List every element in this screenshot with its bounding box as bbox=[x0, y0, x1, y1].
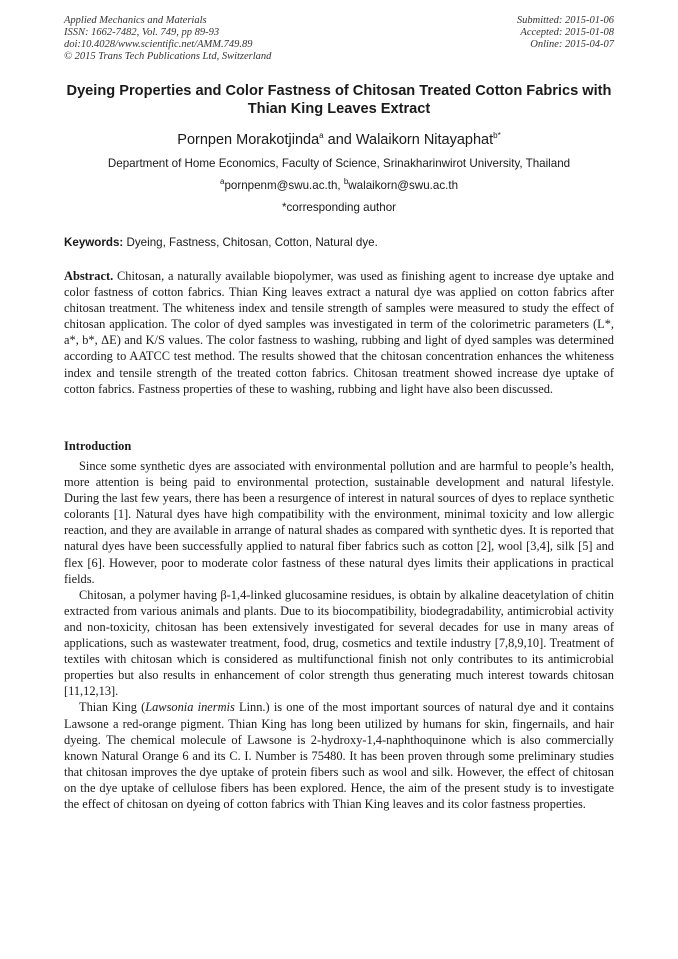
author-2: Walaikorn Nitayaphat bbox=[355, 132, 494, 148]
paper-title: Dyeing Properties and Color Fastness of Chitosan Treated Cotton Fabrics with Thian King Leaves Extract bbox=[66, 83, 612, 117]
introduction-body bbox=[64, 458, 614, 812]
issn-line: ISSN: 1662-7482, Vol. 749, pp 89-93 bbox=[64, 27, 220, 38]
keywords-text: Dyeing, Fastness, Chitosan, Cotton, Natural dye. bbox=[123, 236, 378, 249]
submitted-date: Submitted: 2015-01-06 bbox=[516, 15, 614, 26]
online-date: Online: 2015-04-07 bbox=[530, 39, 614, 50]
corresponding-note: *corresponding author bbox=[281, 201, 397, 214]
email-b-mark: b bbox=[343, 177, 349, 187]
introduction-heading: Introduction bbox=[64, 439, 132, 453]
email-a-mark: a bbox=[219, 177, 225, 187]
abstract bbox=[64, 268, 614, 397]
author-joiner: and bbox=[323, 132, 356, 148]
intro-p3-start: Thian King ( bbox=[79, 700, 146, 715]
doi-line: doi:10.4028/www.scientific.net/AMM.749.89 bbox=[64, 39, 253, 50]
author-line bbox=[64, 131, 614, 149]
keywords-label: Keywords: bbox=[64, 236, 124, 249]
journal-info bbox=[64, 15, 271, 63]
intro-paragraph-1: Since some synthetic dyes are associated with environmental pollution and are harmful to people’s health, more attention is being paid to environmental protection, sustainable development and natural lifestyle. During the last few years, there has been a resurgence of interest in natural sources of dyes to replace synthetic colorants [1]. Natural dyes have high compatibility with the environment, minimal toxicity and low allergic reaction, and they are available in arrange of natural shades as compared with synthetic dyes. It is reported that natural dyes have been successfully applied to natural fiber fabrics such as cotton [2], wool [3,4], silk [5] and flex [6]. However, poor to moderate color fastness of these natural dyes limits their applications in practical fields. bbox=[64, 459, 614, 586]
abstract-text: Chitosan, a naturally available biopolymer, was used as finishing agent to increase dye uptake and color fastness of cotton fabrics. Thian King leaves extract a natural dye was applied on cotton fabrics after chitosan treatment. The whiteness index and tensile strength of samples were measured to study the effect of chitosan application. The color of dyed samples was investigated in term of the colorimetric parameters (L*, a*, b*, ΔE) and K/S values. The color fastness to washing, rubbing and light of dyed samples was determined according to AATCC test method. The results showed that the chitosan concentration enhances the whiteness index and tensile strength of the treated cotton fabrics. Chitosan treatment showed increase dye uptake of cotton fabrics. Fastness properties of these to washing, rubbing and light have also been discussed. bbox=[64, 269, 614, 396]
author-2-mark: b* bbox=[493, 131, 501, 141]
email-line bbox=[64, 179, 614, 193]
publication-dates bbox=[517, 15, 614, 51]
email-b: walaikorn@swu.ac.th bbox=[348, 179, 459, 192]
keywords bbox=[64, 236, 614, 250]
intro-paragraph-3 bbox=[64, 699, 614, 812]
author-1: Pornpen Morakotjinda bbox=[177, 132, 320, 148]
intro-paragraph-2: Chitosan, a polymer having β-1,4-linked glucosamine residues, is obtain by alkaline deacetylation of chitin extracted from various animals and plants. Due to its biocompatibility, biodegradability, antimicrobial activity and non-toxicity, chitosan has been extensively investigated for several decades for use in many areas of applications, such as wastewater treatment, food, drug, cosmetics and textile industry [7,8,9,10]. Treatment of textiles with chitosan which is considered as multifunctional finish not only contributes to its antimicrobial properties but also results in enhancement of color strength thus generating much interest towards chitosan [11,12,13]. bbox=[64, 587, 614, 699]
email-a: pornpenm@swu.ac.th, bbox=[224, 179, 344, 192]
intro-p3-rest: Linn.) is one of the most important sources of natural dye and it contains Lawsone a red-orange pigment. Thian King has long been utilized by humans for skin, fingernails, and hair dyeing. The chemical molecule of Lawsone is 2-hydroxy-1,4-naphthoquinone which is also commercially known Natural Orange 6 and its C. I. Number is 75480. It has been proven through some preliminary studies that chitosan improves the dye uptake of protein fibers such as wool and silk. However, the effect of chitosan on the dye uptake of cellulose fibers has been explored. Hence, the aim of the present study is to investigate the effect of chitosan on dyeing of cotton fabrics with Thian King leaves and its color fastness properties. bbox=[64, 700, 614, 811]
accepted-date: Accepted: 2015-01-08 bbox=[520, 27, 614, 38]
journal-name: Applied Mechanics and Materials bbox=[64, 15, 207, 26]
affiliation: Department of Home Economics, Faculty of Science, Srinakharinwirot University, Thailand bbox=[107, 157, 571, 170]
abstract-label: Abstract. bbox=[64, 269, 114, 283]
species-name: Lawsonia inermis bbox=[145, 700, 235, 715]
copyright-line: © 2015 Trans Tech Publications Ltd, Switzerland bbox=[64, 51, 272, 62]
author-1-mark: a bbox=[319, 131, 324, 141]
